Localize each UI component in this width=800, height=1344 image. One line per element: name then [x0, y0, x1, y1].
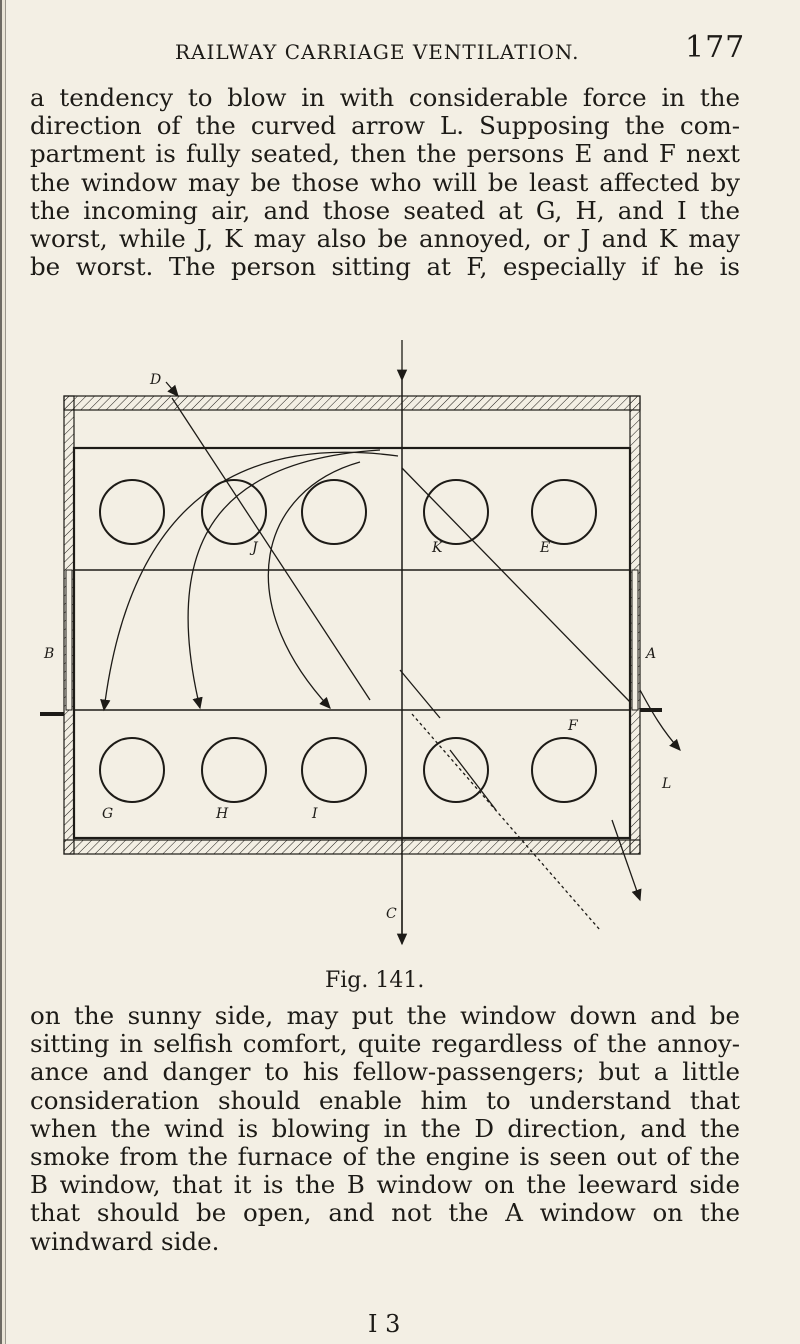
seat-lower-4: [424, 738, 488, 802]
label-l: L: [662, 776, 672, 792]
seat-h: [202, 738, 266, 802]
seats: [100, 480, 596, 802]
seat-upper-3: [302, 480, 366, 544]
text-line: that should be open, and not the A window on the: [30, 1198, 740, 1228]
carriage-body: [40, 380, 662, 938]
text-line: worst, while J, K may also be annoyed, or J and K may: [30, 224, 740, 254]
page-number: 177: [685, 30, 746, 65]
bottom-wall: [64, 840, 640, 854]
figure-caption: Fig. 141.: [325, 968, 425, 993]
page-edge: [0, 0, 10, 1344]
paragraph-bottom: [30, 1002, 740, 1256]
label-e: E: [540, 540, 551, 556]
text-line: be worst. The person sitting at F, especially if he is: [30, 252, 740, 282]
text-line: B window, that it is the B window on the leeward side: [30, 1170, 740, 1200]
text-line: consideration should enable him to understand that: [30, 1085, 740, 1115]
text-line: windward side.: [30, 1226, 220, 1256]
seat-e: [532, 480, 596, 544]
signature-mark: I 3: [368, 1310, 401, 1338]
label-f: F: [568, 718, 578, 734]
text-line: direction of the curved arrow L. Supposing the com-: [30, 111, 740, 141]
text-line: on the sunny side, may put the window down and be: [30, 1001, 740, 1030]
figure-141: [40, 340, 780, 960]
label-a: A: [646, 646, 657, 662]
label-k: K: [432, 540, 443, 556]
label-h: H: [216, 806, 229, 822]
text-line: a tendency to blow in with considerable force in the: [30, 83, 740, 112]
inner-frame: [74, 448, 630, 838]
text-line: when the wind is blowing in the D direction, and the: [30, 1113, 740, 1143]
text-line: the incoming air, and those seated at G, H, and I the: [30, 195, 740, 225]
label-c: C: [386, 906, 397, 922]
text-line: partment is fully seated, then the persons E and F next: [30, 139, 740, 169]
paragraph-top: [30, 84, 740, 281]
running-title: RAILWAY CARRIAGE VENTILATION.: [175, 40, 580, 64]
seat-upper-1: [100, 480, 164, 544]
text-line: smoke from the furnace of the engine is seen out of the: [30, 1142, 740, 1172]
text-line: the window may be those who will be least affected by: [30, 167, 740, 197]
label-b: B: [44, 646, 55, 662]
label-i: I: [312, 806, 318, 822]
text-line: sitting in selfish comfort, quite regardless of the annoy-: [30, 1029, 740, 1059]
top-wall: [64, 396, 640, 410]
seat-i: [302, 738, 366, 802]
text-line: ance and danger to his fellow-passengers; but a little: [30, 1057, 740, 1087]
seat-f: [532, 738, 596, 802]
seat-k: [424, 480, 488, 544]
seat-g: [100, 738, 164, 802]
label-g: G: [102, 806, 114, 822]
label-d: D: [150, 372, 162, 388]
label-j: J: [252, 540, 258, 556]
carriage-plan-diagram: [40, 340, 780, 960]
